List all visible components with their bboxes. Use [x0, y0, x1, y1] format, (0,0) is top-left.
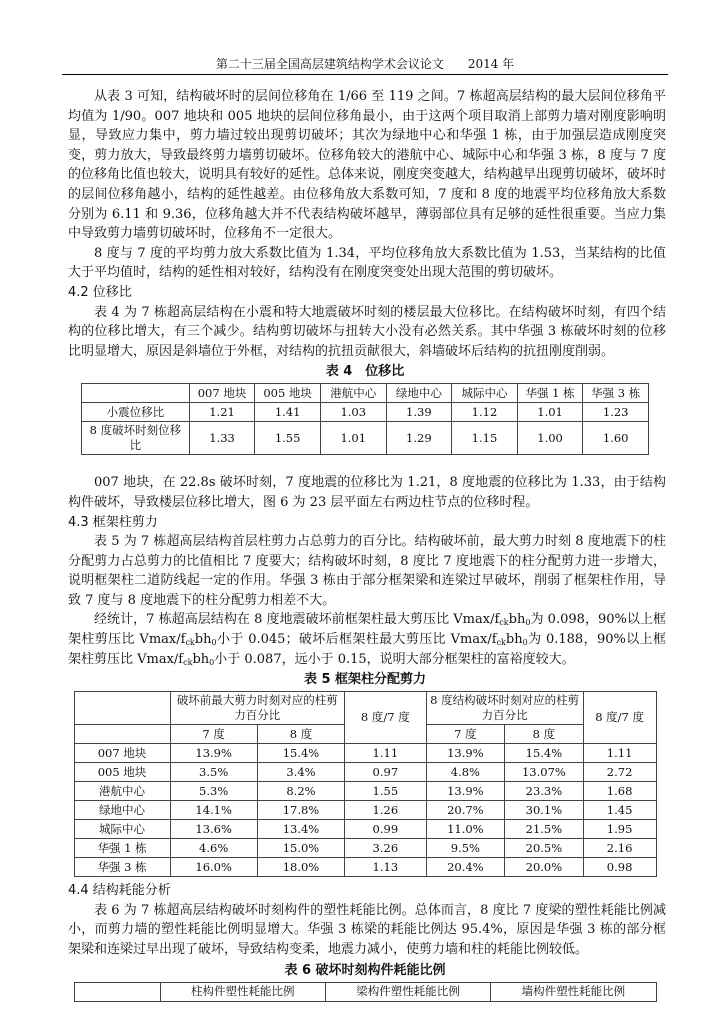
table-cell: 20.0% [505, 858, 584, 877]
deg7-header: 7 度 [426, 725, 505, 744]
text-segment: 为 0.098，90%以上框架柱剪压比 Vmax/f [68, 612, 667, 648]
table-cell: 17.8% [257, 801, 344, 820]
table-cell: 20.5% [505, 839, 584, 858]
column-header: 城际中心 [452, 384, 518, 403]
table-cell: 15.0% [257, 839, 344, 858]
table-cell: 4.8% [426, 763, 505, 782]
paragraph-energy: 表 6 为 7 栋超高层结构破坏时刻构件的塑性耗能比例。总体而言，8 度比 7 度梁的塑性耗能比例减小，而剪力墙的塑性耗能比例明显增大。华强 3 栋梁的耗能比例达 95.4%，原因是华强 3 栋的部分框架梁和连梁过早出现了破坏，导致结构变柔，地震力减小，使剪力墙和柱的耗能比例较低。 [68, 902, 666, 958]
table6-caption: 表 6 破坏时刻构件耗能比例 [284, 962, 446, 978]
table-cell: 15.4% [505, 744, 584, 763]
table-4-displacement-ratio [81, 383, 649, 455]
text-segment: bh [508, 612, 526, 628]
table-cell: 14.1% [170, 801, 257, 820]
section-heading-4-2: 4.2 位移比 [68, 284, 132, 300]
table-row [74, 763, 656, 782]
table-cell: 1.01 [517, 403, 583, 422]
table-cell: 16.0% [170, 858, 257, 877]
table-row [82, 403, 649, 422]
text-segment: ck [499, 618, 509, 628]
row-label: 华强 1 栋 [74, 839, 170, 858]
table-cell: 13.6% [170, 820, 257, 839]
table-cell: 1.55 [255, 422, 321, 455]
running-header [62, 56, 668, 75]
table-cell: 1.33 [189, 422, 255, 455]
deg8-header: 8 度 [257, 725, 344, 744]
table-cell: 1.00 [517, 422, 583, 455]
column-header: 柱构件塑性耗能比例 [160, 982, 325, 1001]
table-cell: 1.29 [386, 422, 452, 455]
table-cell: 1.95 [583, 820, 656, 839]
table-cell: 0.97 [345, 763, 426, 782]
column-header [82, 384, 190, 403]
table-cell: 0.99 [345, 820, 426, 839]
paragraph-shear-compression [68, 610, 666, 669]
column-header: 华强 1 栋 [517, 384, 583, 403]
table-cell: 0.98 [583, 858, 656, 877]
column-header [74, 982, 160, 1001]
table-row [74, 782, 656, 801]
row-label: 绿地中心 [74, 801, 170, 820]
paragraph-displacement-ratio: 表 4 为 7 栋超高层结构在小震和特大地震破坏时刻的楼层最大位移比。在结构破坏时刻，有四个结构的位移比增大，有三个减少。结构剪切破坏与扭转大小没有必然关系。其中华强 3 栋破坏时刻的位移比明显增大，原因是斜墙位于外框，对结构的抗扭贡献很大，斜墙破坏后结构的抗扭刚度削弱。 [68, 304, 666, 359]
section-heading-4-4: 4.4 结构耗能分析 [68, 883, 171, 899]
table-cell: 9.5% [426, 839, 505, 858]
text-segment: ck [185, 638, 195, 648]
table-cell: 1.41 [255, 403, 321, 422]
table-cell: 1.45 [583, 801, 656, 820]
ratio-header: 8 度/7 度 [583, 692, 656, 744]
table-header-row [74, 692, 656, 725]
table5-caption: 表 5 框架柱分配剪力 [303, 672, 427, 688]
table-cell: 30.1% [505, 801, 584, 820]
table-cell: 13.07% [505, 763, 584, 782]
row-label: 007 地块 [74, 744, 170, 763]
column-header: 007 地块 [189, 384, 255, 403]
column-header: 绿地中心 [386, 384, 452, 403]
row-label: 港航中心 [74, 782, 170, 801]
table-header-row [74, 982, 656, 1001]
table-row [82, 422, 649, 455]
conference-title: 第二十三届全国高层建筑结构学术会议论文 [215, 57, 444, 71]
table-cell: 1.01 [320, 422, 386, 455]
column-header: 港航中心 [320, 384, 386, 403]
text-segment: bh [505, 632, 523, 648]
row-label: 005 地块 [74, 763, 170, 782]
text-segment: 小于 0.087，远小于 0.15，说明大部分框架柱的富裕度较大。 [214, 651, 575, 667]
text-segment: 经统计，7 栋超高层结构在 8 度地震破坏前框架柱最大剪压比 Vmax/f [94, 612, 500, 628]
body-text-middle [68, 473, 666, 669]
table-row [74, 858, 656, 877]
table-cell: 1.11 [345, 744, 426, 763]
table-cell: 4.6% [170, 839, 257, 858]
paragraph-ratio: 8 度与 7 度的平均剪力放大系数比值为 1.34，平均位移角放大系数比值为 1.53，当某结构的比值大于平均值时，结构的延性相对较好，结构没有在刚度突变处出现大范围的剪切破坏。 [68, 245, 666, 281]
table-cell: 3.4% [257, 763, 344, 782]
table-row [74, 744, 656, 763]
table-cell: 1.13 [345, 858, 426, 877]
table-5-column-shear [74, 691, 657, 877]
paragraph-drift-angle: 从表 3 可知，结构破坏时的层间位移角在 1/66 至 119 之间。7 栋超高层结构的最大层间位移角平均值为 1/90。007 地块和 005 地块的层间位移角最小，由于这两个项目取消上部剪力墙对刚度影响明显，导致应力集中，剪力墙过较出现剪切破坏；其次为绿地中心和华强 1 栋，由于加强层造成刚度突变，剪力放大，导致最终剪力墙剪切破坏。位移角较大的港航中心、城际中心和华强 3 栋，8 度与 7 度的位移角比值也较大，说明具有较好的延性。总体来说，刚度突变越大，结构越早出现剪切破坏，破坏时的层间位移角越小，结构的延性越差。由位移角放大系数可知，7 度和 8 度的地震平均位移角放大系数分别为 6.11 和 9.36，位移角越大并不代表结构破坏越早，薄弱部位具有足够的延性很重要。当应力集中导致剪力墙剪切破坏时，位移角不一定很大。 [68, 89, 667, 242]
text-segment: 小于 0.045；破坏后框架柱最大剪压比 Vmax/f [216, 632, 497, 648]
table-row [74, 801, 656, 820]
table-cell: 1.60 [583, 422, 649, 455]
table-cell: 2.16 [583, 839, 656, 858]
table-row [74, 820, 656, 839]
text-segment: ck [496, 638, 506, 648]
table-cell: 13.9% [426, 782, 505, 801]
text-segment: ck [183, 657, 193, 667]
column-header: 华强 3 栋 [583, 384, 649, 403]
table-cell: 2.72 [583, 763, 656, 782]
empty-corner-cell [74, 725, 170, 744]
deg7-header: 7 度 [170, 725, 257, 744]
column-header: 005 地块 [255, 384, 321, 403]
table-cell: 1.55 [345, 782, 426, 801]
row-label: 城际中心 [74, 820, 170, 839]
group-before-failure: 破坏前最大剪力时刻对应的柱剪力百分比 [170, 692, 345, 725]
table-cell: 1.39 [386, 403, 452, 422]
conference-year: 2014 年 [467, 57, 515, 71]
section-heading-4-3: 4.3 框架柱剪力 [68, 514, 158, 530]
table-header-row [82, 384, 649, 403]
table-cell: 1.26 [345, 801, 426, 820]
table-cell: 15.4% [257, 744, 344, 763]
text-segment: 0 [209, 657, 215, 667]
table-row [74, 839, 656, 858]
body-text-bottom [68, 881, 666, 959]
ratio-header: 8 度/7 度 [345, 692, 426, 744]
table-cell: 20.4% [426, 858, 505, 877]
table-cell: 13.4% [257, 820, 344, 839]
row-label: 小震位移比 [82, 403, 190, 422]
table-cell: 20.7% [426, 801, 505, 820]
table-cell: 1.11 [583, 744, 656, 763]
table-cell: 21.5% [505, 820, 584, 839]
table-cell: 1.15 [452, 422, 518, 455]
table-cell: 1.23 [583, 403, 649, 422]
text-segment: bh [194, 632, 212, 648]
table-cell: 3.26 [345, 839, 426, 858]
body-text-top [68, 87, 666, 361]
table-cell: 18.0% [257, 858, 344, 877]
table-6-energy-ratio [74, 982, 657, 1002]
text-segment: 为 0.188，90%以上框架柱剪压比 Vmax/f [68, 632, 666, 667]
text-segment: 0 [525, 618, 531, 628]
column-header: 墙构件塑性耗能比例 [491, 982, 656, 1001]
paragraph-column-shear: 表 5 为 7 栋超高层结构首层柱剪力占总剪力的百分比。结构破坏前，最大剪力时刻 8 度地震下的柱分配剪力占总剪力的比值相比 7 度要大；结构破坏时刻，8 度比 7 度地震下的柱分配剪力进一步增大，说明框架柱二道防线起一定的作用。华强 3 栋由于部分框架梁和连梁过早破坏，削弱了框架柱作用，导致 7 度与 8 度地震下的柱分配剪力相差不大。 [68, 534, 666, 608]
table-cell: 1.68 [583, 782, 656, 801]
text-segment: bh [192, 651, 210, 667]
table-cell: 11.0% [426, 820, 505, 839]
empty-corner-cell [74, 692, 170, 725]
table-cell: 1.12 [452, 403, 518, 422]
table-cell: 13.9% [426, 744, 505, 763]
paragraph-007: 007 地块，在 22.8s 破坏时刻，7 度地震的位移比为 1.21，8 度地震的位移比为 1.33，由于结构构件破坏，导致楼层位移比增大，图 6 为 23 层平面左右两边柱节点的位移时程。 [68, 475, 666, 510]
row-label: 8 度破坏时刻位移比 [82, 422, 190, 455]
group-at-failure: 8 度结构破坏时刻对应的柱剪力百分比 [426, 692, 583, 725]
deg8-header: 8 度 [505, 725, 584, 744]
table-cell: 1.03 [320, 403, 386, 422]
table-cell: 1.21 [189, 403, 255, 422]
row-label: 华强 3 栋 [74, 858, 170, 877]
column-header: 梁构件塑性耗能比例 [325, 982, 490, 1001]
table4-caption: 表 4 位移比 [325, 364, 405, 380]
table-cell: 5.3% [170, 782, 257, 801]
table-cell: 13.9% [170, 744, 257, 763]
table-cell: 23.3% [505, 782, 584, 801]
text-segment: 0 [211, 638, 217, 648]
table-cell: 3.5% [170, 763, 257, 782]
table-cell: 8.2% [257, 782, 344, 801]
text-segment: 0 [522, 638, 528, 648]
